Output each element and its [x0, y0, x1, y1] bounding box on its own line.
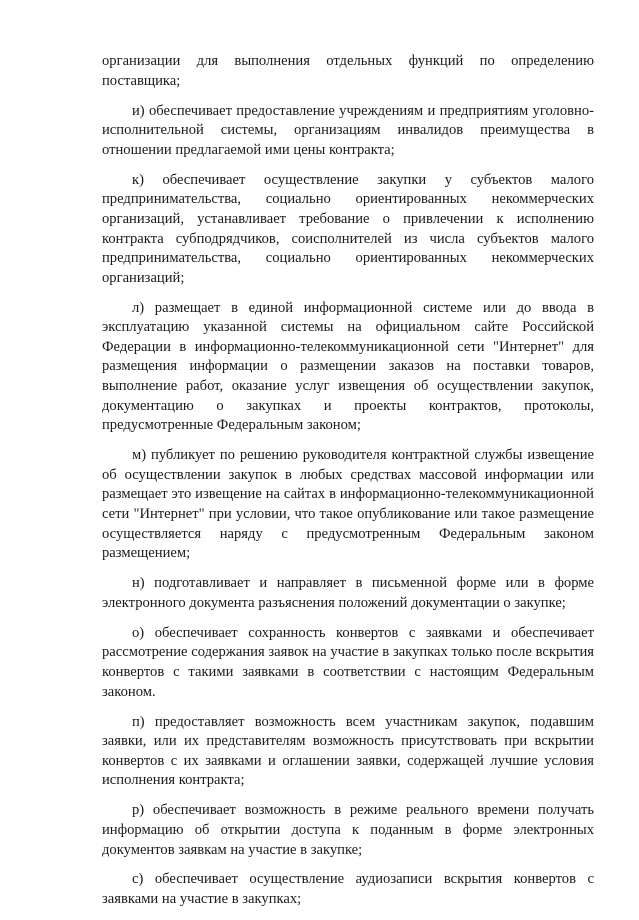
document-page [102, 52, 594, 920]
paragraph-item-p: п) предоставляет возможность всем участникам закупок, подавшим заявки, или их представителям возможность присутствовать при вскрытии конвертов с их заявками и оглашении заявки, содержащей лучшие условия исполнения контракта; [102, 713, 594, 789]
paragraph-item-i: и) обеспечивает предоставление учреждениям и предприятиям уголовно-исполнительной системы, организациям инвалидов преимущества в отношении предлагаемой ими цены контракта; [102, 102, 594, 158]
paragraph-item-r: р) обеспечивает возможность в режиме реального времени получать информацию об открытии доступа к поданным в форме электронных документов заявкам на участие в закупке; [102, 802, 594, 858]
paragraph-item-o: о) обеспечивает сохранность конвертов с заявками и обеспечивает рассмотрение содержания заявок на участие в закупках только после вскрытия конвертов с такими заявками в соответствии с настоящим Федеральным законом. [102, 624, 594, 700]
paragraph-item-k: к) обеспечивает осуществление закупки у субъектов малого предпринимательства, социально ориентированных некоммерческих организаций, устанавливает требование о привлечении к исполнению контракта субподрядчиков, соисполнителей из числа субъектов малого предпринимательства, социально ориентированных некоммерческих организаций; [102, 171, 594, 286]
paragraph-item-m: м) публикует по решению руководителя контрактной службы извещение об осуществлении закупок в любых средствах массовой информации или размещает это извещение на сайтах в информационно-телекоммуникационной сети "Интернет" при условии, что такое опубликование или такое размещение осуществляется наряду с предусмотренным Федеральным законом размещением; [102, 447, 594, 562]
paragraph-continuation: организации для выполнения отдельных функций по определению поставщика; [102, 53, 594, 89]
paragraph-item-s: с) обеспечивает осуществление аудиозаписи вскрытия конвертов с заявками на участие в закупках; [102, 871, 594, 908]
paragraph-item-n: н) подготавливает и направляет в письменной форме или в форме электронного документа разъяснения положений документации о закупке; [102, 575, 594, 611]
paragraph-item-l: л) размещает в единой информационной системе или до ввода в эксплуатацию указанной системы на официальном сайте Российской Федерации в информационно-телекоммуникационной сети "Интернет" для размещения информации о размещении заказов на поставки товаров, выполнение работ, оказание услуг извещения об осуществлении закупок, документацию о закупках и проекты контрактов, протоколы, предусмотренные Федеральным законом; [102, 299, 594, 434]
